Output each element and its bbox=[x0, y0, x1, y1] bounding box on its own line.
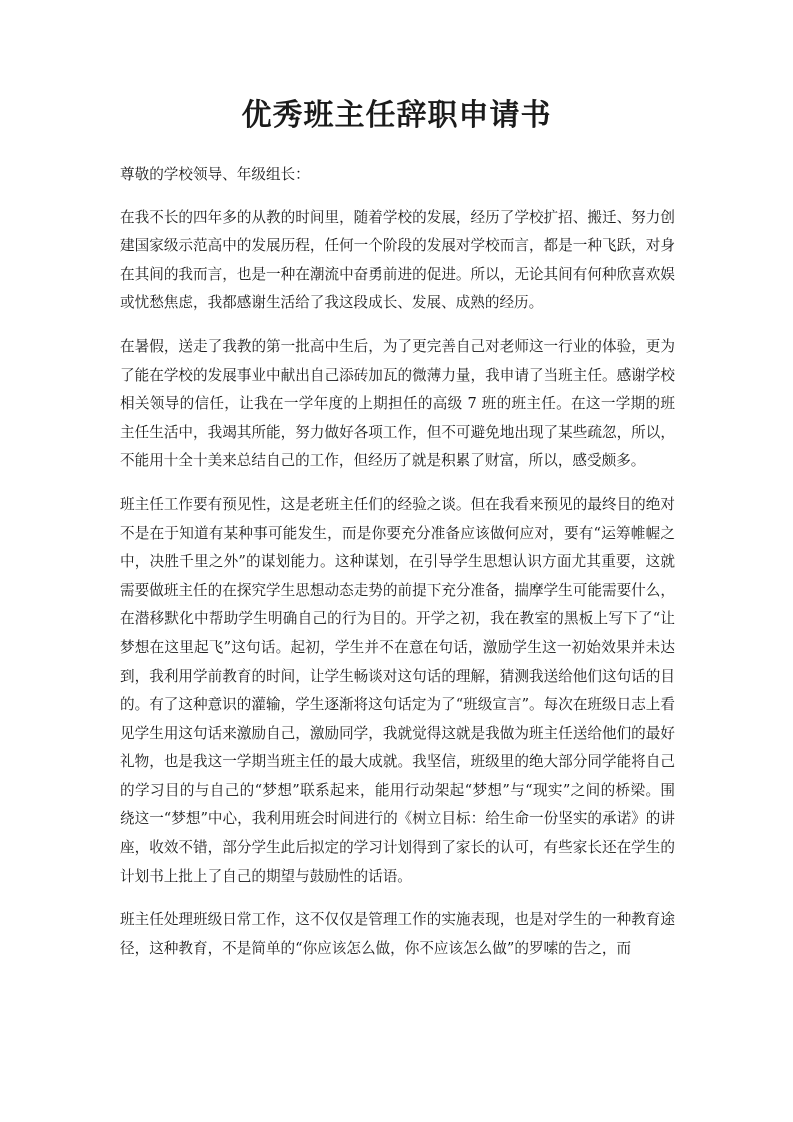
document-title: 优秀班主任辞职申请书 bbox=[241, 98, 552, 133]
document-body bbox=[120, 161, 675, 978]
paragraph-3: 班主任工作要有预见性，这是老班主任们的经验之谈。但在我看来预见的最终目的绝对不是在于知道有某种事可能发生，而是你要充分准备应该做何应对，要有“运筹帷幄之中，决胜千里之外”的谋划能力。这种谋划，在引导学生思想认识方面尤其重要，这就需要做班主任的在探究学生思想动态走势的前提下充分准备，揣摩学生可能需要什么，在潜移默化中帮助学生明确自己的行为目的。开学之初，我在教室的黑板上写下了“让梦想在这里起飞”这句话。起初，学生并不在意在句话，激励学生这一初始效果并未达到，我利用学前教育的时间，让学生畅谈对这句话的理解，猜测我送给他们这句话的目的。有了这种意识的灌输，学生逐渐将这句话定为了“班级宣言”。每次在班级日志上看见学生用这句话来激励自己，激励同学，我就觉得这就是我做为班主任送给他们的最好礼物，也是我这一学期当班主任的最大成就。我坚信，班级里的绝大部分同学能将自己的学习目的与自己的“梦想”联系起来，能用行动架起“梦想”与“现实”之间的桥梁。围绕这一“梦想”中心，我利用班会时间进行的《树立目标：给生命一份坚实的承诺》的讲座，收效不错，部分学生此后拟定的学习计划得到了家长的认可，有些家长还在学生的计划书上批上了自己的期望与鼓励性的话语。 bbox=[120, 495, 675, 885]
paragraph-1: 在我不长的四年多的从教的时间里，随着学校的发展，经历了学校扩招、搬迁、努力创建国家级示范高中的发展历程，任何一个阶段的发展对学校而言，都是一种飞跃，对身在其间的我而言，也是一种在潮流中奋勇前进的促进。所以，无论其间有何种欣喜欢娱或忧愁焦虑，我都感谢生活给了我这段成长、发展、成熟的经历。 bbox=[120, 208, 675, 312]
salutation: 尊敬的学校领导、年级组长： bbox=[120, 166, 310, 183]
paragraph-4: 班主任处理班级日常工作，这不仅仅是管理工作的实施表现，也是对学生的一种教育途径，这种教育，不是简单的“你应该怎么做，你不应该怎么做”的罗嗦的告之，而 bbox=[120, 911, 675, 957]
paragraph-2: 在暑假，送走了我教的第一批高中生后，为了更完善自己对老师这一行业的体验，更为了能在学校的发展事业中献出自己添砖加瓦的微薄力量，我申请了当班主任。感谢学校相关领导的信任，让我在一学年度的上期担任的高级 7 班的班主任。在这一学期的班主任生活中，我竭其所能，努力做好各项工作，但不可避免地出现了某些疏忽，所以，不能用十全十美来总结自己的工作，但经历了就是积累了财富，所以，感受颇多。 bbox=[120, 337, 675, 470]
